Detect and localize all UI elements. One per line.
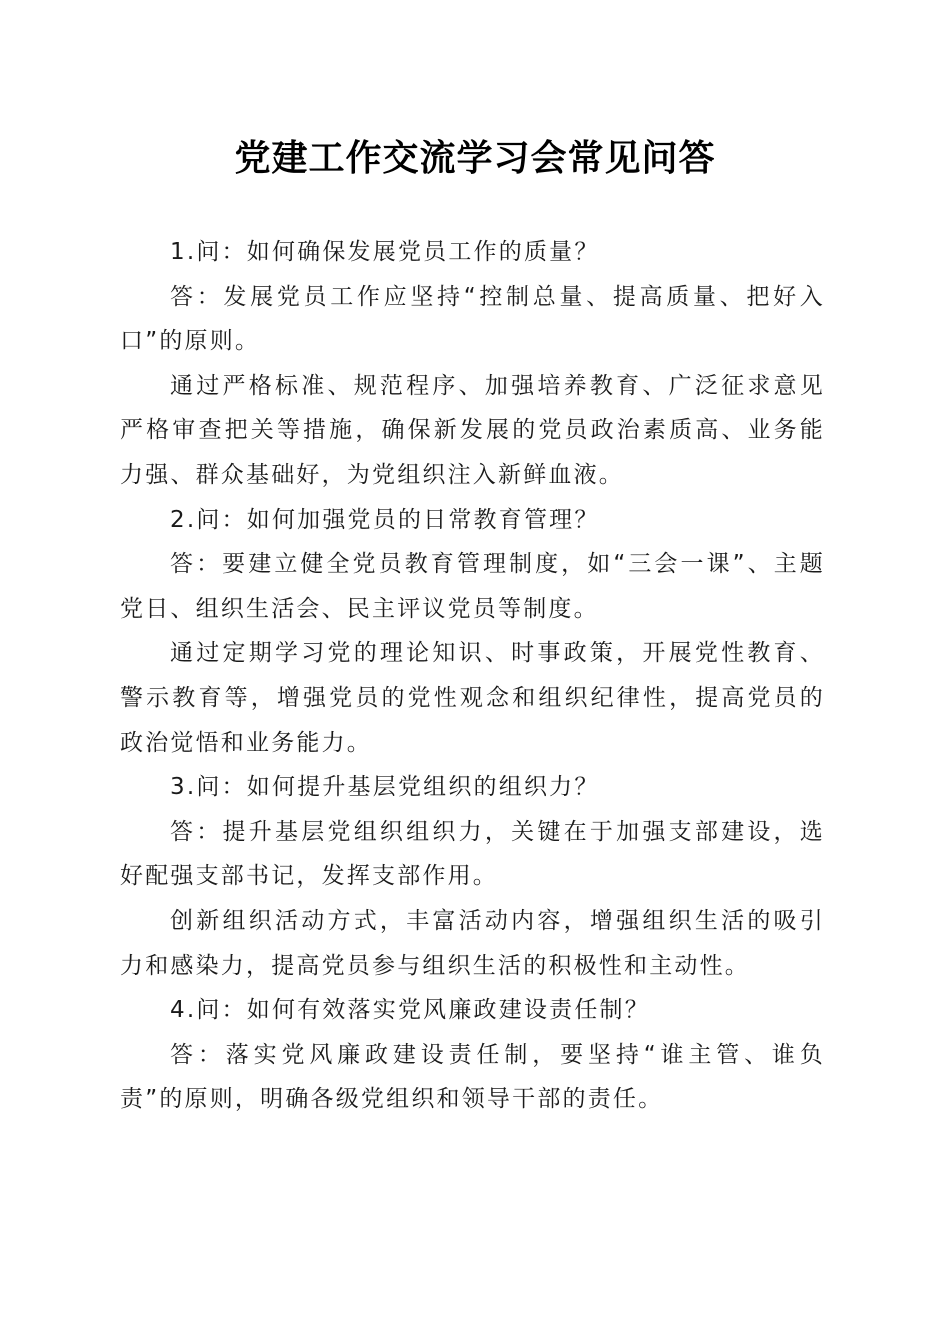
question-1: 1.问：如何确保发展党员工作的质量？ <box>170 239 600 265</box>
answer-2: 答：要建立健全党员教育管理制度，如“三会一课”、主题党日、组织生活会、民主评议党员等制度。 <box>120 551 825 622</box>
answer-3-detail: 创新组织活动方式，丰富活动内容，增强组织生活的吸引力和感染力，提高党员参与组织生活的积极性和主动性。 <box>120 907 825 979</box>
answer-1: 答：发展党员工作应坚持“控制总量、提高质量、把好入口”的原则。 <box>120 283 825 355</box>
answer-4: 答：落实党风廉政建设责任制，要坚持“谁主管、谁负责”的原则，明确各级党组织和领导干部的责任。 <box>120 1041 825 1113</box>
question-2: 2.问：如何加强党员的日常教育管理？ <box>170 506 600 533</box>
document-title: 党建工作交流学习会常见问答 <box>234 137 716 179</box>
answer-3: 答：提升基层党组织组织力，关键在于加强支部建设，选好配强支部书记，发挥支部作用。 <box>120 818 825 890</box>
answer-1-detail: 通过严格标准、规范程序、加强培养教育、广泛征求意见严格审查把关等措施，确保新发展的党员政治素质高、业务能力强、群众基础好，为党组织注入新鲜血液。 <box>120 372 825 488</box>
document-body <box>120 230 825 1122</box>
question-4: 4.问：如何有效落实党风廉政建设责任制？ <box>170 997 650 1024</box>
question-3: 3.问：如何提升基层党组织的组织力？ <box>170 774 600 801</box>
answer-2-detail: 通过定期学习党的理论知识、时事政策，开展党性教育、警示教育等，增强党员的党性观念和组织纪律性，提高党员的政治觉悟和业务能力。 <box>120 640 825 756</box>
